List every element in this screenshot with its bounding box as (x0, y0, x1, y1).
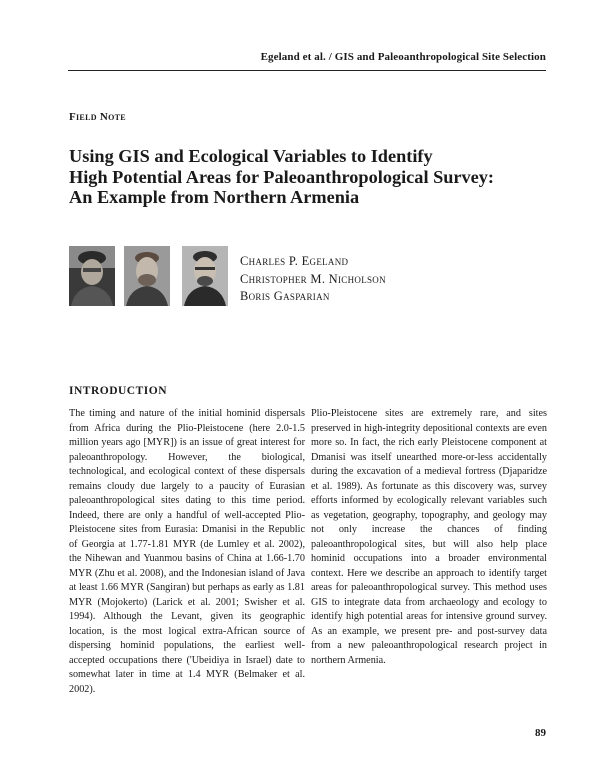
author-photo-nicholson (124, 246, 170, 306)
header-rule (68, 70, 546, 71)
title-line-1: Using GIS and Ecological Variables to Identify (69, 146, 433, 166)
section-label: Field Note (69, 111, 126, 123)
author-name: Boris Gasparian (240, 289, 330, 303)
body-column-left: The timing and nature of the initial hominid dispersals from Africa during the Plio-Pleistocene (here 2.0-1.5 million years ago [MYR]) is an issue of great interest for paleoanthropology. However, the biological, technological, and ecological context of these dispersals remains cloudy due largely to a paucity of Eurasian paleoanthropological sites dating to this time period. Indeed, there are only a handful of well-accepted Plio-Pleistocene sites from Eurasia: Dmanisi in the Republic of Georgia at 1.77-1.81 MYR (de Lumley et al. 2002), the Nihewan and Yuanmou basins of China at 1.66-1.70 MYR (Zhu et al. 2008), and the Indonesian island of Java at least 1.66 MYR (Sangiran) but perhaps as early as 1.81 MYR (Mojokerto) (Larick et al. 2001; Swisher et al. 1994). Although the Levant, given its geographic location, is the most logical extra-African source of dispersing hominid populations, the earliest well-accepted occupations there ('Ubeidiya in Israel) date to somewhat later in time at 1.4 MYR (Belmaker et al. 2002). (69, 408, 305, 695)
author-name: Charles P. Egeland (240, 254, 349, 268)
body-column-right: Plio-Pleistocene sites are extremely rare, and sites preserved in high-integrity depositional contexts are even more so. In fact, the rich early Pleistocene component at Dmanisi was itself unearthed more-or-less accidentally during the excavation of a medieval fortress (Djaparidze et al. 1989). As fortunate as this discovery was, survey efforts informed by ecologically relevant variables such as vegetation, geography, topography, and geology may not only increase the chances of finding paleoanthropological sites, but will also help place hominid occupations into a broader environmental context. Here we describe an approach to identify target areas for paleoanthropological survey. This method uses GIS to integrate data from archaeology and ecology to identify high potential areas for intensive ground survey. As an example, we present pre- and post-survey data from a new paleoanthropological research project in northern Armenia. (311, 408, 547, 666)
author-name: Christopher M. Nicholson (240, 271, 386, 286)
author-photo-gasparian (182, 246, 228, 306)
author-list (240, 253, 386, 306)
article-title (69, 146, 539, 208)
author-photo-egeland (69, 246, 115, 306)
title-line-3: An Example from Northern Armenia (69, 187, 360, 207)
running-head: Egeland et al. / GIS and Paleoanthropological Site Selection (260, 51, 546, 63)
page-number: 89 (535, 727, 546, 739)
title-line-2: High Potential Areas for Paleoanthropological Survey: (69, 166, 495, 187)
section-heading: INTRODUCTION (69, 385, 168, 397)
